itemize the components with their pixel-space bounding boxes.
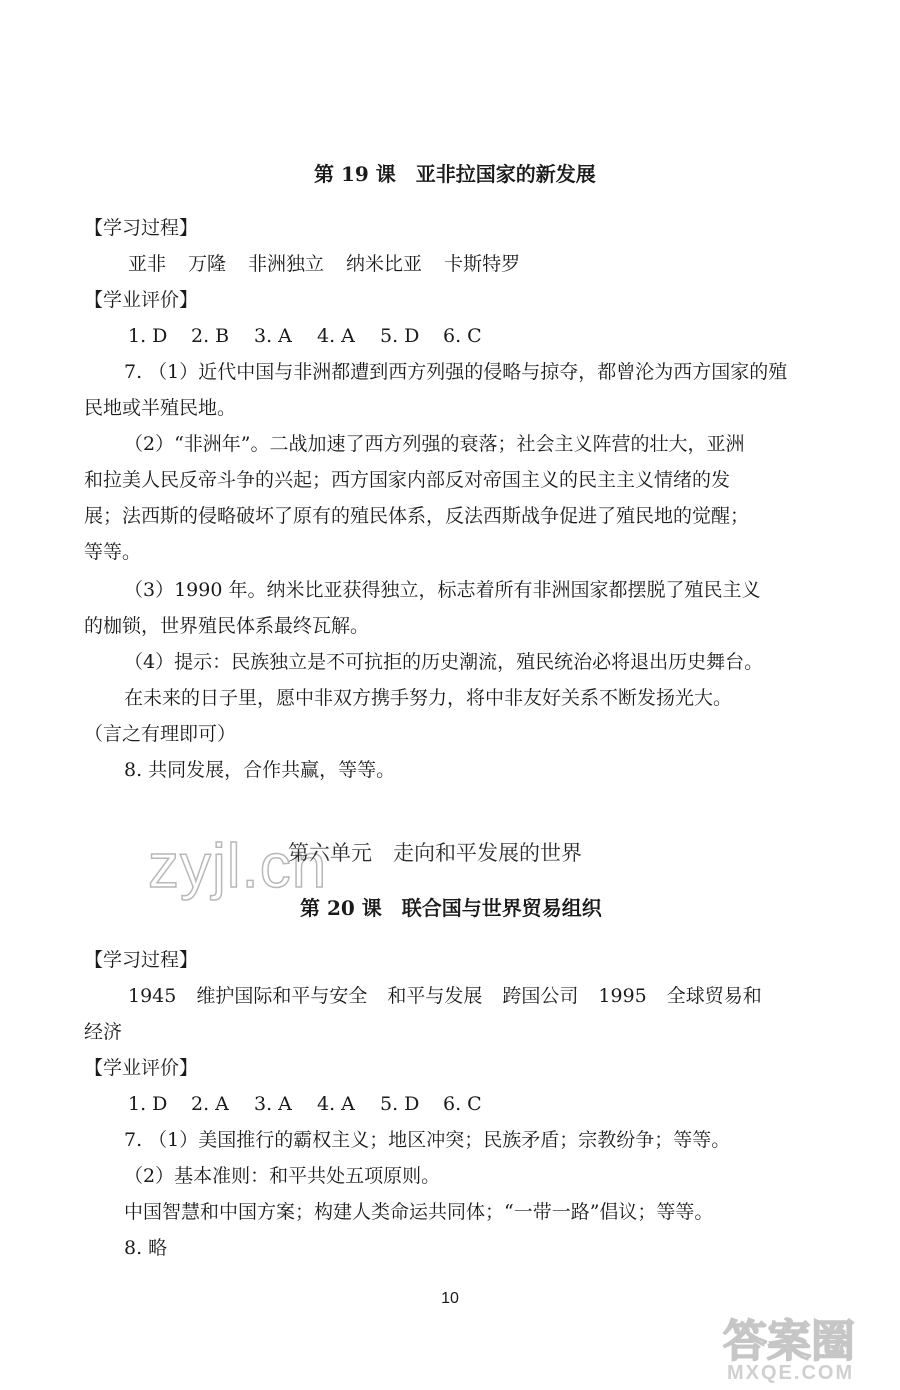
lesson-19-title: 第 19 课 亚非拉国家的新发展	[314, 162, 596, 186]
process-item: 跨国公司	[502, 985, 579, 1007]
lesson-19-process-heading: 【学习过程】	[84, 217, 199, 239]
lesson-20-process-heading: 【学习过程】	[84, 949, 199, 971]
choice-answer: 4. A	[317, 325, 355, 347]
lesson-20-title: 第 20 课 联合国与世界贸易组织	[300, 896, 602, 920]
choice-answer: 2. B	[191, 325, 230, 347]
lesson-20-q7-2: （2）基本准则：和平共处五项原则。	[124, 1165, 441, 1187]
zyjl-watermark: zyjl.cn	[148, 832, 328, 901]
choice-answer: 1. D	[128, 325, 168, 347]
process-item: 和平与发展	[387, 985, 483, 1007]
lesson-19-q7-2-cont: 展；法西斯的侵略破坏了原有的殖民体系，反法西斯战争促进了殖民地的觉醒；	[84, 505, 750, 527]
lesson-20-q7-1: 7. （1）美国推行的霸权主义；地区冲突；民族矛盾；宗教纷争；等等。	[124, 1129, 731, 1151]
choice-answer: 4. A	[317, 1093, 355, 1115]
lesson-19-choice-answers	[128, 324, 482, 348]
lesson-19-q7-1-cont: 民地或半殖民地。	[84, 397, 237, 419]
lesson-19-q8: 8. 共同发展，合作共赢，等等。	[124, 759, 396, 781]
lesson-20-choice-answers	[128, 1092, 482, 1116]
choice-answer: 1. D	[128, 1093, 168, 1115]
process-item: 维护国际和平与安全	[196, 985, 368, 1007]
process-item: 非洲独立	[248, 253, 325, 275]
lesson-19-q7-4-cont: 在未来的日子里，愿中非双方携手努力，将中非友好关系不断发扬光大。	[124, 687, 733, 709]
watermark-title: 答案圈	[723, 1317, 855, 1366]
watermark-url: MXQE.COM	[727, 1362, 855, 1384]
lesson-20-eval-heading: 【学业评价】	[84, 1057, 199, 1079]
lesson-20-process-cont: 经济	[84, 1021, 123, 1043]
mxqe-watermark	[723, 1318, 893, 1384]
choice-answer: 5. D	[380, 1093, 420, 1115]
lesson-19-q7-2-cont: 等等。	[84, 541, 142, 563]
choice-answer: 5. D	[380, 325, 420, 347]
choice-answer: 2. A	[191, 1093, 229, 1115]
lesson-19-eval-heading: 【学业评价】	[84, 289, 199, 311]
process-item: 全球贸易和	[666, 985, 762, 1007]
lesson-19-q7-3-cont: 的枷锁，世界殖民体系最终瓦解。	[84, 615, 370, 637]
lesson-19-q7-3: （3）1990 年。纳米比亚获得独立，标志着所有非洲国家都摆脱了殖民主义	[124, 579, 761, 601]
choice-answer: 3. A	[254, 325, 292, 347]
process-item: 卡斯特罗	[444, 253, 521, 275]
process-item: 万隆	[188, 253, 227, 275]
process-item: 亚非	[128, 253, 167, 275]
lesson-19-q7-4: （4）提示：民族独立是不可抗拒的历史潮流，殖民统治必将退出历史舞台。	[124, 651, 764, 673]
lesson-19-q7-2: （2）“非洲年”。二战加速了西方列强的衰落；社会主义阵营的壮大，亚洲	[124, 433, 745, 455]
lesson-20-q7-3: 中国智慧和中国方案；构建人类命运共同体；“一带一路”倡议；等等。	[124, 1201, 714, 1223]
process-item: 1945	[128, 985, 177, 1007]
lesson-19-q7-1: 7. （1）近代中国与非洲都遭到西方列强的侵略与掠夺，都曾沦为西方国家的殖	[124, 361, 788, 383]
choice-answer: 3. A	[254, 1093, 292, 1115]
unit-6-title: 第六单元 走向和平发展的世界	[288, 841, 582, 865]
process-item: 1995	[598, 985, 647, 1007]
lesson-20-q8: 8. 略	[124, 1237, 168, 1259]
choice-answer: 6. C	[443, 1093, 482, 1115]
process-item: 纳米比亚	[346, 253, 423, 275]
lesson-19-q7-2-cont: 和拉美人民反帝斗争的兴起；西方国家内部反对帝国主义的民主主义情绪的发	[84, 469, 731, 491]
lesson-19-q7-4-note: （言之有理即可）	[84, 723, 237, 745]
lesson-20-process-answers	[128, 984, 762, 1008]
lesson-19-process-answers	[128, 252, 520, 276]
choice-answer: 6. C	[443, 325, 482, 347]
page-number: 10	[441, 1290, 459, 1307]
